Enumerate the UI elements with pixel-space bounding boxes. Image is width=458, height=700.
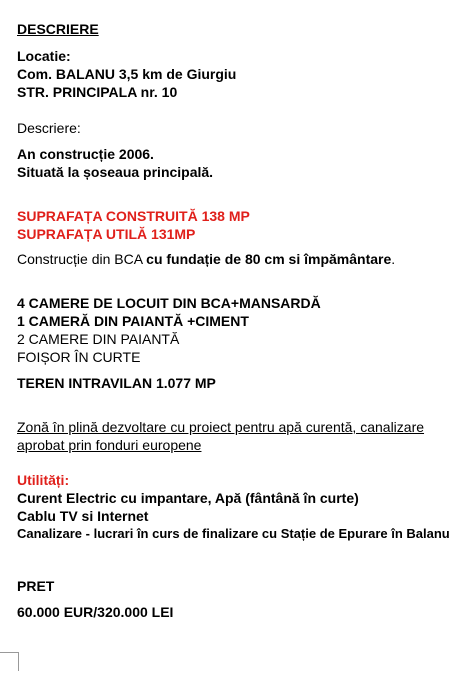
location-line-1: Com. BALANU 3,5 km de Giurgiu <box>17 66 237 82</box>
land-area: TEREN INTRAVILAN 1.077 MP <box>17 375 216 391</box>
description-line-2: Situată la șoseaua principală. <box>17 164 214 180</box>
rooms-line-3: 2 CAMERE DIN PAIANTĂ <box>17 331 180 347</box>
description-label: Descriere: <box>17 120 81 136</box>
zone-line-1: Zonă în plină dezvoltare cu proiect pentru apă curentă, canalizare <box>17 419 425 435</box>
page-corner-mark <box>0 652 19 671</box>
rooms-line-2: 1 CAMERĂ DIN PAIANTĂ +CIMENT <box>17 313 249 329</box>
usable-surface: SUPRAFAȚA UTILĂ 131MP <box>17 226 196 242</box>
utilities-line-2: Cablu TV si Internet <box>17 508 149 524</box>
utilities-line-3: Canalizare - lucrari în curs de finalizare cu Stație de Epurare în Balanu <box>17 526 450 541</box>
location-line-2: STR. PRINCIPALA nr. 10 <box>17 84 178 100</box>
rooms-line-4: FOIȘOR ÎN CURTE <box>17 349 141 365</box>
document-page <box>17 0 458 700</box>
price-label: PRET <box>17 578 55 594</box>
price-value: 60.000 EUR/320.000 LEI <box>17 604 174 620</box>
construction-part-2: cu fundație de 80 cm si împământare <box>146 251 392 267</box>
construction-part-1: Construcție din BCA <box>17 251 147 267</box>
built-surface: SUPRAFAȚA CONSTRUITĂ 138 MP <box>17 208 250 224</box>
zone-line-2: aprobat prin fonduri europene <box>17 437 202 453</box>
construction-text <box>17 250 395 268</box>
location-label: Locatie: <box>17 48 71 64</box>
construction-part-3: . <box>391 251 396 267</box>
document-heading: DESCRIERE <box>17 21 99 37</box>
description-line-1: An construcție 2006. <box>17 146 154 162</box>
utilities-line-1: Curent Electric cu impantare, Apă (fântână în curte) <box>17 490 359 506</box>
rooms-line-1: 4 CAMERE DE LOCUIT DIN BCA+MANSARDĂ <box>17 295 321 311</box>
utilities-label: Utilități: <box>17 472 70 488</box>
